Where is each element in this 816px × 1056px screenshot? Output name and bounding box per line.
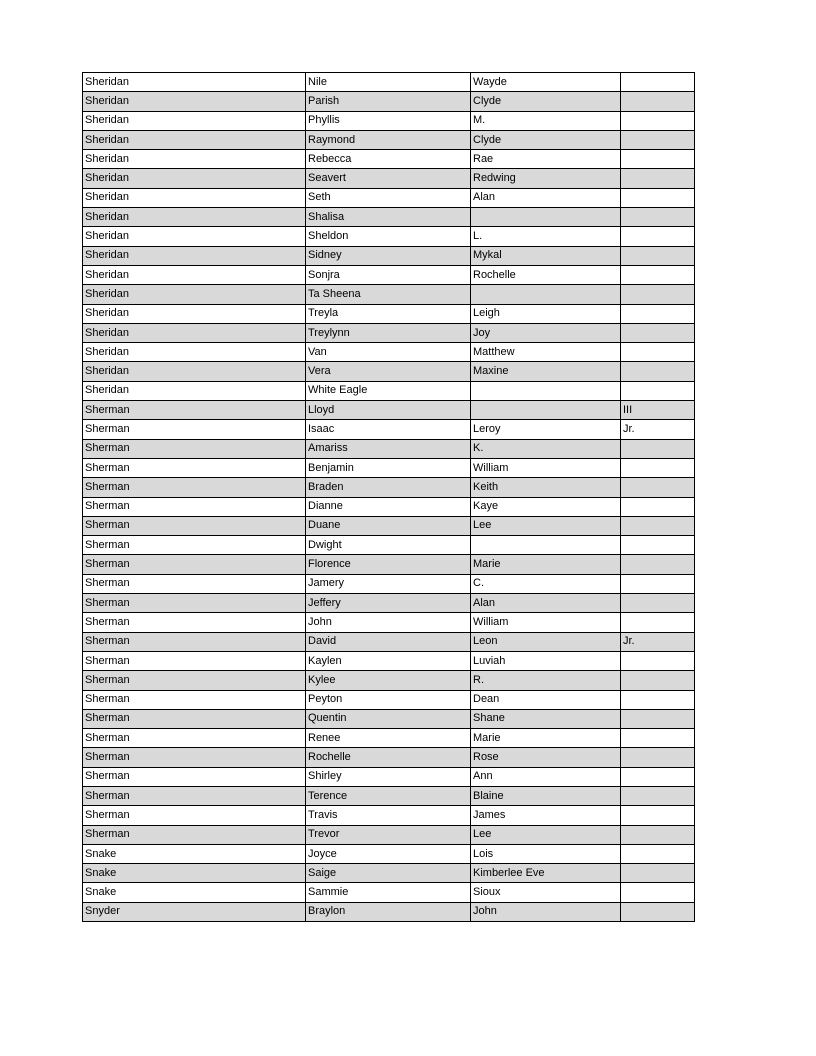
last-name-cell: Sherman <box>83 574 306 593</box>
middle-name-cell <box>471 401 621 420</box>
last-name-cell: Sheridan <box>83 246 306 265</box>
middle-name-cell: Leon <box>471 632 621 651</box>
names-table-body <box>83 73 695 922</box>
first-name-cell: Raymond <box>306 130 471 149</box>
suffix-cell <box>621 478 695 497</box>
last-name-cell: Sheridan <box>83 73 306 92</box>
suffix-cell <box>621 651 695 670</box>
first-name-cell: Florence <box>306 555 471 574</box>
table-row <box>83 613 695 632</box>
table-row <box>83 806 695 825</box>
middle-name-cell: William <box>471 613 621 632</box>
last-name-cell: Sheridan <box>83 227 306 246</box>
first-name-cell: White Eagle <box>306 381 471 400</box>
last-name-cell: Sherman <box>83 536 306 555</box>
suffix-cell <box>621 806 695 825</box>
last-name-cell: Snake <box>83 864 306 883</box>
table-row <box>83 671 695 690</box>
suffix-cell <box>621 709 695 728</box>
last-name-cell: Sheridan <box>83 381 306 400</box>
table-row <box>83 73 695 92</box>
first-name-cell: Rebecca <box>306 150 471 169</box>
first-name-cell: Sidney <box>306 246 471 265</box>
middle-name-cell: Lois <box>471 844 621 863</box>
middle-name-cell <box>471 208 621 227</box>
last-name-cell: Sheridan <box>83 343 306 362</box>
middle-name-cell: Lee <box>471 516 621 535</box>
last-name-cell: Sherman <box>83 439 306 458</box>
table-row <box>83 188 695 207</box>
first-name-cell: Sonjra <box>306 265 471 284</box>
first-name-cell: Ta Sheena <box>306 285 471 304</box>
last-name-cell: Sheridan <box>83 208 306 227</box>
middle-name-cell: Redwing <box>471 169 621 188</box>
table-row <box>83 883 695 902</box>
table-row <box>83 864 695 883</box>
first-name-cell: Vera <box>306 362 471 381</box>
first-name-cell: Seth <box>306 188 471 207</box>
last-name-cell: Snyder <box>83 902 306 921</box>
first-name-cell: Parish <box>306 92 471 111</box>
first-name-cell: Van <box>306 343 471 362</box>
last-name-cell: Sheridan <box>83 265 306 284</box>
middle-name-cell: R. <box>471 671 621 690</box>
middle-name-cell: Alan <box>471 594 621 613</box>
table-row <box>83 439 695 458</box>
table-row <box>83 285 695 304</box>
table-row <box>83 651 695 670</box>
middle-name-cell: Maxine <box>471 362 621 381</box>
last-name-cell: Sherman <box>83 767 306 786</box>
suffix-cell <box>621 690 695 709</box>
suffix-cell <box>621 671 695 690</box>
table-row <box>83 690 695 709</box>
first-name-cell: Seavert <box>306 169 471 188</box>
last-name-cell: Sherman <box>83 651 306 670</box>
table-row <box>83 729 695 748</box>
suffix-cell <box>621 227 695 246</box>
suffix-cell <box>621 902 695 921</box>
first-name-cell: Dwight <box>306 536 471 555</box>
last-name-cell: Sherman <box>83 613 306 632</box>
first-name-cell: Lloyd <box>306 401 471 420</box>
last-name-cell: Sherman <box>83 806 306 825</box>
table-row <box>83 150 695 169</box>
last-name-cell: Sherman <box>83 478 306 497</box>
table-row <box>83 825 695 844</box>
table-row <box>83 401 695 420</box>
first-name-cell: Quentin <box>306 709 471 728</box>
suffix-cell <box>621 265 695 284</box>
first-name-cell: Benjamin <box>306 458 471 477</box>
suffix-cell <box>621 285 695 304</box>
suffix-cell: III <box>621 401 695 420</box>
table-row <box>83 208 695 227</box>
last-name-cell: Sherman <box>83 420 306 439</box>
table-row <box>83 497 695 516</box>
suffix-cell <box>621 536 695 555</box>
table-row <box>83 227 695 246</box>
table-row <box>83 169 695 188</box>
first-name-cell: Terence <box>306 786 471 805</box>
first-name-cell: John <box>306 613 471 632</box>
middle-name-cell: Lee <box>471 825 621 844</box>
suffix-cell <box>621 111 695 130</box>
suffix-cell <box>621 594 695 613</box>
middle-name-cell: Ann <box>471 767 621 786</box>
last-name-cell: Sheridan <box>83 150 306 169</box>
table-row <box>83 343 695 362</box>
first-name-cell: Renee <box>306 729 471 748</box>
middle-name-cell: Luviah <box>471 651 621 670</box>
first-name-cell: Duane <box>306 516 471 535</box>
last-name-cell: Sherman <box>83 458 306 477</box>
table-row <box>83 632 695 651</box>
last-name-cell: Sherman <box>83 516 306 535</box>
last-name-cell: Sherman <box>83 497 306 516</box>
table-row <box>83 92 695 111</box>
suffix-cell <box>621 169 695 188</box>
first-name-cell: Phyllis <box>306 111 471 130</box>
first-name-cell: Travis <box>306 806 471 825</box>
first-name-cell: Kylee <box>306 671 471 690</box>
suffix-cell <box>621 208 695 227</box>
last-name-cell: Sheridan <box>83 92 306 111</box>
last-name-cell: Sherman <box>83 825 306 844</box>
first-name-cell: Sheldon <box>306 227 471 246</box>
suffix-cell <box>621 188 695 207</box>
last-name-cell: Sherman <box>83 671 306 690</box>
first-name-cell: Shalisa <box>306 208 471 227</box>
last-name-cell: Sherman <box>83 786 306 805</box>
last-name-cell: Sherman <box>83 709 306 728</box>
first-name-cell: Saige <box>306 864 471 883</box>
suffix-cell <box>621 767 695 786</box>
table-row <box>83 265 695 284</box>
last-name-cell: Sheridan <box>83 304 306 323</box>
middle-name-cell: M. <box>471 111 621 130</box>
middle-name-cell: James <box>471 806 621 825</box>
table-row <box>83 323 695 342</box>
last-name-cell: Sherman <box>83 748 306 767</box>
suffix-cell <box>621 130 695 149</box>
first-name-cell: Isaac <box>306 420 471 439</box>
table-row <box>83 748 695 767</box>
middle-name-cell: Mykal <box>471 246 621 265</box>
last-name-cell: Sherman <box>83 632 306 651</box>
first-name-cell: Peyton <box>306 690 471 709</box>
middle-name-cell: K. <box>471 439 621 458</box>
middle-name-cell: Clyde <box>471 130 621 149</box>
last-name-cell: Sheridan <box>83 285 306 304</box>
middle-name-cell <box>471 285 621 304</box>
middle-name-cell <box>471 536 621 555</box>
suffix-cell <box>621 150 695 169</box>
last-name-cell: Snake <box>83 844 306 863</box>
table-row <box>83 767 695 786</box>
first-name-cell: David <box>306 632 471 651</box>
middle-name-cell: Leroy <box>471 420 621 439</box>
middle-name-cell: Leigh <box>471 304 621 323</box>
middle-name-cell: C. <box>471 574 621 593</box>
suffix-cell <box>621 304 695 323</box>
middle-name-cell: Rae <box>471 150 621 169</box>
first-name-cell: Joyce <box>306 844 471 863</box>
table-row <box>83 130 695 149</box>
suffix-cell <box>621 439 695 458</box>
suffix-cell <box>621 864 695 883</box>
middle-name-cell <box>471 381 621 400</box>
table-row <box>83 536 695 555</box>
suffix-cell <box>621 516 695 535</box>
suffix-cell <box>621 73 695 92</box>
middle-name-cell: William <box>471 458 621 477</box>
first-name-cell: Sammie <box>306 883 471 902</box>
middle-name-cell: Clyde <box>471 92 621 111</box>
first-name-cell: Trevor <box>306 825 471 844</box>
suffix-cell <box>621 844 695 863</box>
table-row <box>83 381 695 400</box>
suffix-cell <box>621 786 695 805</box>
middle-name-cell: Keith <box>471 478 621 497</box>
last-name-cell: Sherman <box>83 594 306 613</box>
middle-name-cell: Kaye <box>471 497 621 516</box>
middle-name-cell: Shane <box>471 709 621 728</box>
suffix-cell <box>621 381 695 400</box>
middle-name-cell: Rose <box>471 748 621 767</box>
last-name-cell: Sheridan <box>83 169 306 188</box>
last-name-cell: Sherman <box>83 729 306 748</box>
middle-name-cell: John <box>471 902 621 921</box>
middle-name-cell: Kimberlee Eve <box>471 864 621 883</box>
middle-name-cell: Marie <box>471 729 621 748</box>
table-row <box>83 902 695 921</box>
suffix-cell: Jr. <box>621 420 695 439</box>
last-name-cell: Sheridan <box>83 111 306 130</box>
table-row <box>83 574 695 593</box>
last-name-cell: Sheridan <box>83 323 306 342</box>
first-name-cell: Treylynn <box>306 323 471 342</box>
table-row <box>83 362 695 381</box>
table-row <box>83 304 695 323</box>
table-row <box>83 420 695 439</box>
table-row <box>83 709 695 728</box>
suffix-cell <box>621 92 695 111</box>
suffix-cell <box>621 825 695 844</box>
last-name-cell: Sheridan <box>83 362 306 381</box>
suffix-cell <box>621 246 695 265</box>
first-name-cell: Jeffery <box>306 594 471 613</box>
table-row <box>83 246 695 265</box>
first-name-cell: Braylon <box>306 902 471 921</box>
suffix-cell <box>621 497 695 516</box>
table-row <box>83 458 695 477</box>
last-name-cell: Sheridan <box>83 130 306 149</box>
suffix-cell <box>621 574 695 593</box>
suffix-cell <box>621 748 695 767</box>
first-name-cell: Shirley <box>306 767 471 786</box>
first-name-cell: Jamery <box>306 574 471 593</box>
last-name-cell: Sherman <box>83 401 306 420</box>
first-name-cell: Rochelle <box>306 748 471 767</box>
middle-name-cell: L. <box>471 227 621 246</box>
middle-name-cell: Matthew <box>471 343 621 362</box>
suffix-cell <box>621 555 695 574</box>
middle-name-cell: Alan <box>471 188 621 207</box>
last-name-cell: Snake <box>83 883 306 902</box>
middle-name-cell: Blaine <box>471 786 621 805</box>
suffix-cell <box>621 323 695 342</box>
middle-name-cell: Rochelle <box>471 265 621 284</box>
suffix-cell <box>621 729 695 748</box>
first-name-cell: Dianne <box>306 497 471 516</box>
names-table <box>82 72 695 922</box>
first-name-cell: Kaylen <box>306 651 471 670</box>
last-name-cell: Sherman <box>83 555 306 574</box>
suffix-cell <box>621 613 695 632</box>
last-name-cell: Sheridan <box>83 188 306 207</box>
table-row <box>83 111 695 130</box>
first-name-cell: Treyla <box>306 304 471 323</box>
table-row <box>83 478 695 497</box>
suffix-cell <box>621 458 695 477</box>
table-row <box>83 786 695 805</box>
table-row <box>83 844 695 863</box>
suffix-cell: Jr. <box>621 632 695 651</box>
middle-name-cell: Sioux <box>471 883 621 902</box>
middle-name-cell: Dean <box>471 690 621 709</box>
suffix-cell <box>621 343 695 362</box>
table-row <box>83 594 695 613</box>
middle-name-cell: Marie <box>471 555 621 574</box>
table-row <box>83 555 695 574</box>
suffix-cell <box>621 362 695 381</box>
first-name-cell: Nile <box>306 73 471 92</box>
middle-name-cell: Joy <box>471 323 621 342</box>
middle-name-cell: Wayde <box>471 73 621 92</box>
table-row <box>83 516 695 535</box>
last-name-cell: Sherman <box>83 690 306 709</box>
first-name-cell: Amariss <box>306 439 471 458</box>
first-name-cell: Braden <box>306 478 471 497</box>
suffix-cell <box>621 883 695 902</box>
